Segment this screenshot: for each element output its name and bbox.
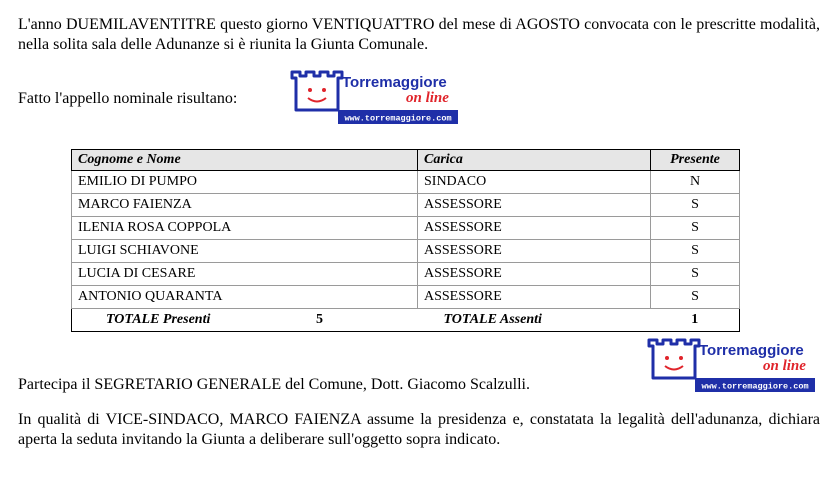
cell-carica: ASSESSORE bbox=[418, 286, 651, 309]
table-row bbox=[72, 171, 740, 194]
smile-icon bbox=[665, 366, 683, 370]
castle-tower-icon bbox=[649, 340, 699, 378]
cell-carica: SINDACO bbox=[418, 171, 651, 194]
cell-presente: S bbox=[651, 263, 740, 286]
cell-nome: EMILIO DI PUMPO bbox=[72, 171, 418, 194]
totale-assenti-label: TOTALE Assenti bbox=[443, 312, 542, 327]
cell-carica: ASSESSORE bbox=[418, 263, 651, 286]
totals-assenti-cell bbox=[418, 309, 651, 332]
eye-icon bbox=[665, 356, 669, 360]
header-cognome-nome: Cognome e Nome bbox=[72, 150, 418, 171]
totals-row bbox=[72, 309, 740, 332]
intro-paragraph: L'anno DUEMILAVENTITRE questo giorno VENTIQUATTRO del mese di AGOSTO convocata con le prescritte modalità, nella solita sala delle Adunanze si è riunita la Giunta Comunale. bbox=[18, 16, 820, 53]
logo-online: on line bbox=[406, 90, 449, 106]
logo-graphic bbox=[288, 70, 458, 130]
logo-name: Torremaggiore bbox=[699, 342, 804, 359]
eye-icon bbox=[679, 356, 683, 360]
cell-carica: ASSESSORE bbox=[418, 217, 651, 240]
cell-nome: ANTONIO QUARANTA bbox=[72, 286, 418, 309]
castle-tower-icon bbox=[292, 72, 342, 110]
cell-presente: S bbox=[651, 286, 740, 309]
cell-presente: S bbox=[651, 217, 740, 240]
smile-icon bbox=[308, 98, 326, 102]
totale-assenti-value: 1 bbox=[651, 309, 740, 332]
segretario-paragraph: Partecipa il SEGRETARIO GENERALE del Comune, Dott. Giacomo Scalzulli. bbox=[18, 376, 530, 393]
logo-url: www.torremaggiore.com bbox=[344, 113, 452, 124]
logo-url: www.torremaggiore.com bbox=[701, 381, 809, 392]
logo-name: Torremaggiore bbox=[342, 74, 447, 91]
torremaggiore-logo-secondary bbox=[645, 338, 815, 398]
eye-icon bbox=[308, 88, 312, 92]
cell-carica: ASSESSORE bbox=[418, 194, 651, 217]
cell-presente: S bbox=[651, 240, 740, 263]
logo-graphic bbox=[645, 338, 815, 398]
torremaggiore-logo bbox=[288, 70, 458, 130]
totals-presenti-cell bbox=[72, 309, 418, 332]
cell-carica: ASSESSORE bbox=[418, 240, 651, 263]
cell-nome: LUIGI SCHIAVONE bbox=[72, 240, 418, 263]
header-carica: Carica bbox=[418, 150, 651, 171]
table-row bbox=[72, 286, 740, 309]
presenze-table bbox=[71, 149, 740, 332]
cell-nome: LUCIA DI CESARE bbox=[72, 263, 418, 286]
appello-text: Fatto l'appello nominale risultano: bbox=[18, 90, 238, 107]
totale-presenti-value: 5 bbox=[316, 312, 323, 327]
table-row bbox=[72, 217, 740, 240]
eye-icon bbox=[322, 88, 326, 92]
table-row bbox=[72, 240, 740, 263]
cell-presente: S bbox=[651, 194, 740, 217]
cell-nome: MARCO FAIENZA bbox=[72, 194, 418, 217]
cell-presente: N bbox=[651, 171, 740, 194]
presidenza-paragraph: In qualità di VICE-SINDACO, MARCO FAIENZA assume la presidenza e, constatata la legalità dell'adunanza, dichiara aperta la seduta invitando la Giunta a deliberare sull'oggetto sopra indicato. bbox=[18, 411, 820, 448]
logo-online: on line bbox=[763, 358, 806, 374]
totale-presenti-label: TOTALE Presenti bbox=[106, 312, 211, 327]
table-row bbox=[72, 194, 740, 217]
table-header-row bbox=[72, 150, 740, 171]
header-presente: Presente bbox=[651, 150, 740, 171]
table-row bbox=[72, 263, 740, 286]
cell-nome: ILENIA ROSA COPPOLA bbox=[72, 217, 418, 240]
